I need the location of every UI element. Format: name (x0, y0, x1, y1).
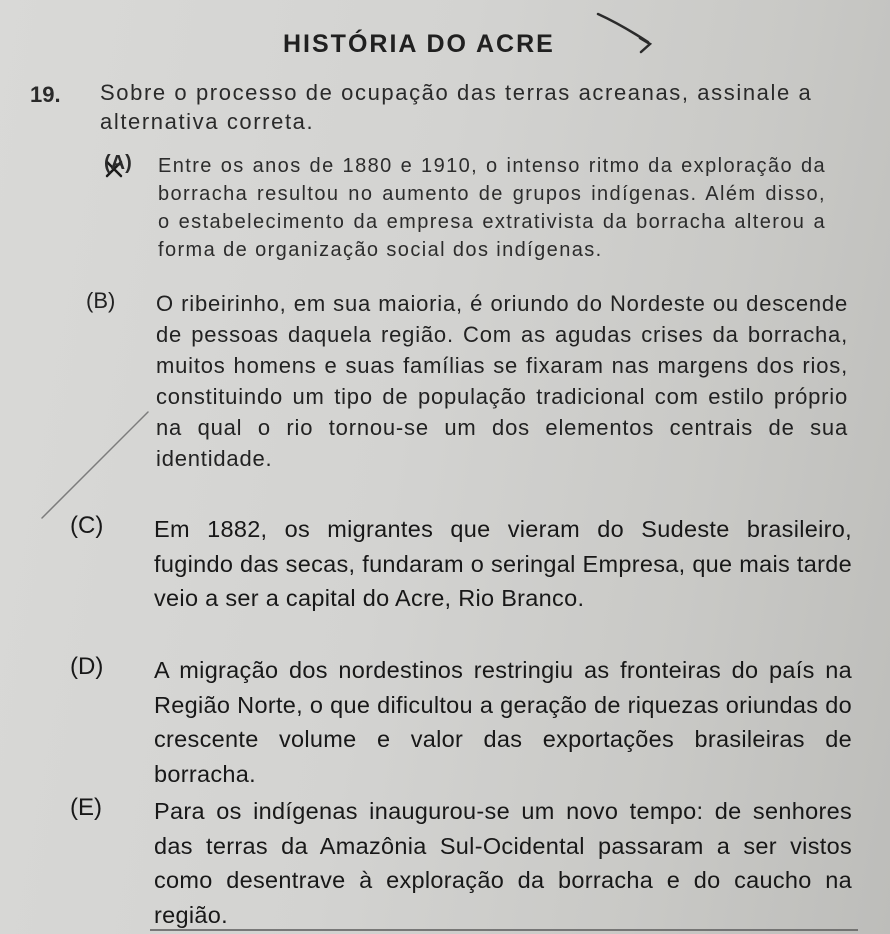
option-e-letter: (E) (70, 794, 102, 821)
option-b-letter: (B) (86, 288, 116, 313)
option-a-text: Entre os anos de 1880 e 1910, o intenso ritmo da exploração da borracha resultou no aumento de grupos indígenas. Além disso, o estabelecimento da empresa extrativista da borracha alterou a forma de organização social dos indígenas. (158, 155, 826, 261)
option-d-letter: (D) (70, 653, 104, 680)
pen-stroke-top (598, 14, 650, 52)
option-e-text: Para os indígenas inaugurou-se um novo tempo: de senhores das terras da Amazônia Sul-Ocidental passaram a ser vistos como desentrave à exploração da borracha e do caucho na região. (154, 798, 852, 928)
pen-stroke-diagonal (42, 412, 148, 518)
option-d-text: A migração dos nordestinos restringiu as fronteiras do país na Região Norte, o que dificultou a geração de riquezas oriundas do crescente volume e valor das exportações brasileiras de borracha. (154, 657, 852, 787)
option-c-text: Em 1882, os migrantes que vieram do Sudeste brasileiro, fugindo das secas, fundaram o seringal Empresa, que mais tarde veio a ser a capital do Acre, Rio Branco. (154, 516, 852, 611)
question-number: 19. (30, 82, 61, 107)
option-c-letter: (C) (70, 512, 104, 539)
option-b-text: O ribeirinho, em sua maioria, é oriundo do Nordeste ou descende de pessoas daquela região. Com as agudas crises da borracha, muitos homens e suas famílias se fixaram nas margens dos rios, constituindo um tipo de população tradicional com estilo próprio na qual o rio tornou-se um dos elementos centrais de sua identidade. (156, 291, 848, 471)
page-title: HISTÓRIA DO ACRE (283, 30, 555, 58)
option-a-letter: (A) (104, 152, 132, 174)
question-stem: Sobre o processo de ocupação das terras acreanas, assinale a alternativa correta. (100, 80, 813, 134)
